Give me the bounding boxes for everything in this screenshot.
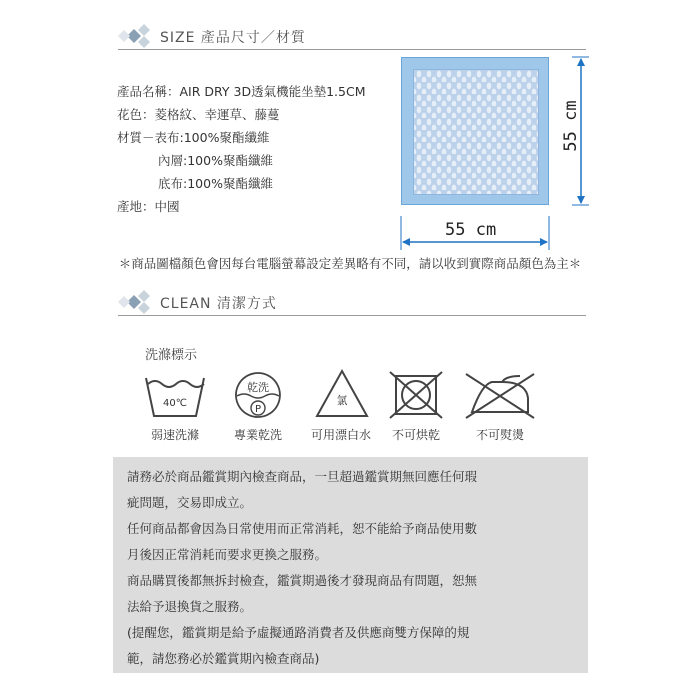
bleach-text: 氯 — [336, 394, 348, 407]
clean-section-title: CLEAN 清潔方式 — [160, 296, 277, 312]
care-label-dry-clean: 專業乾洗 — [233, 428, 282, 442]
product-pattern: 花色：菱格紋、幸運草、藤蔓 — [117, 107, 280, 122]
care-label-bleach: 可用漂白水 — [310, 428, 371, 442]
appraisal-notice-box — [113, 457, 588, 673]
notice-line: 商品購買後都無拆封檢查，鑑賞期過後才發現商品有問題，恕無 — [127, 573, 478, 588]
size-section-header — [118, 24, 586, 50]
product-name: 產品名稱：AIR DRY 3D透氣機能坐墊1.5CM — [117, 84, 366, 99]
notice-line: (提醒您，鑑賞期是給予虛擬通路消費者及供應商雙方保障的規 — [127, 625, 470, 640]
wash-temp-text: 40℃ — [163, 398, 187, 409]
material-outer: 材質－表布:100%聚酯纖維 — [117, 130, 270, 145]
no-tumble-dry-icon — [388, 370, 444, 420]
notice-line: 任何商品都會因為日常使用而正常消耗，恕不能給予商品使用數 — [127, 521, 478, 536]
notice-line: 月後因正常消耗而要求更換之服務。 — [127, 547, 328, 562]
diamond-ornament-icon — [118, 290, 158, 314]
notice-line: 範，請您務必於鑑賞期內檢查商品) — [127, 651, 320, 666]
wash-40-icon — [142, 374, 208, 420]
height-label: 55 cm — [561, 100, 581, 152]
diamond-ornament-icon — [118, 24, 158, 48]
no-iron-icon — [462, 372, 538, 420]
cushion-image — [401, 57, 549, 205]
dry-clean-text: 乾洗 — [247, 381, 269, 394]
dry-clean-p-text: P — [254, 404, 262, 415]
care-label-no-tumble-dry: 不可烘乾 — [391, 428, 440, 442]
wash-label: 洗滌標示 — [145, 348, 198, 363]
care-label-no-iron: 不可熨燙 — [475, 428, 524, 442]
notice-line: 法給予退換貨之服務。 — [127, 599, 253, 614]
clean-section-header — [118, 290, 586, 316]
care-label-wash: 弱速洗滌 — [150, 428, 199, 442]
notice-line: 請務必於商品鑑賞期內檢查商品，一旦超過鑑賞期無回應任何瑕 — [127, 469, 478, 484]
width-label: 55 cm — [445, 220, 497, 240]
material-inner: 內層:100%聚酯纖維 — [158, 153, 273, 168]
cushion-mesh — [413, 69, 539, 195]
material-bottom: 底布:100%聚酯纖維 — [158, 176, 273, 191]
notice-line: 疵問題，交易即成立。 — [127, 495, 253, 510]
product-origin: 產地：中國 — [117, 199, 180, 214]
mesh-pattern-icon — [414, 70, 539, 195]
bleach-icon — [314, 368, 370, 420]
cushion-diagram — [395, 52, 595, 257]
size-section-title: SIZE 產品尺寸／材質 — [160, 30, 306, 46]
color-notice: ＊商品圖檔顏色會因每台電腦螢幕設定差異略有不同，請以收到實際商品顏色為主＊ — [118, 256, 582, 271]
dry-clean-icon — [232, 370, 284, 422]
